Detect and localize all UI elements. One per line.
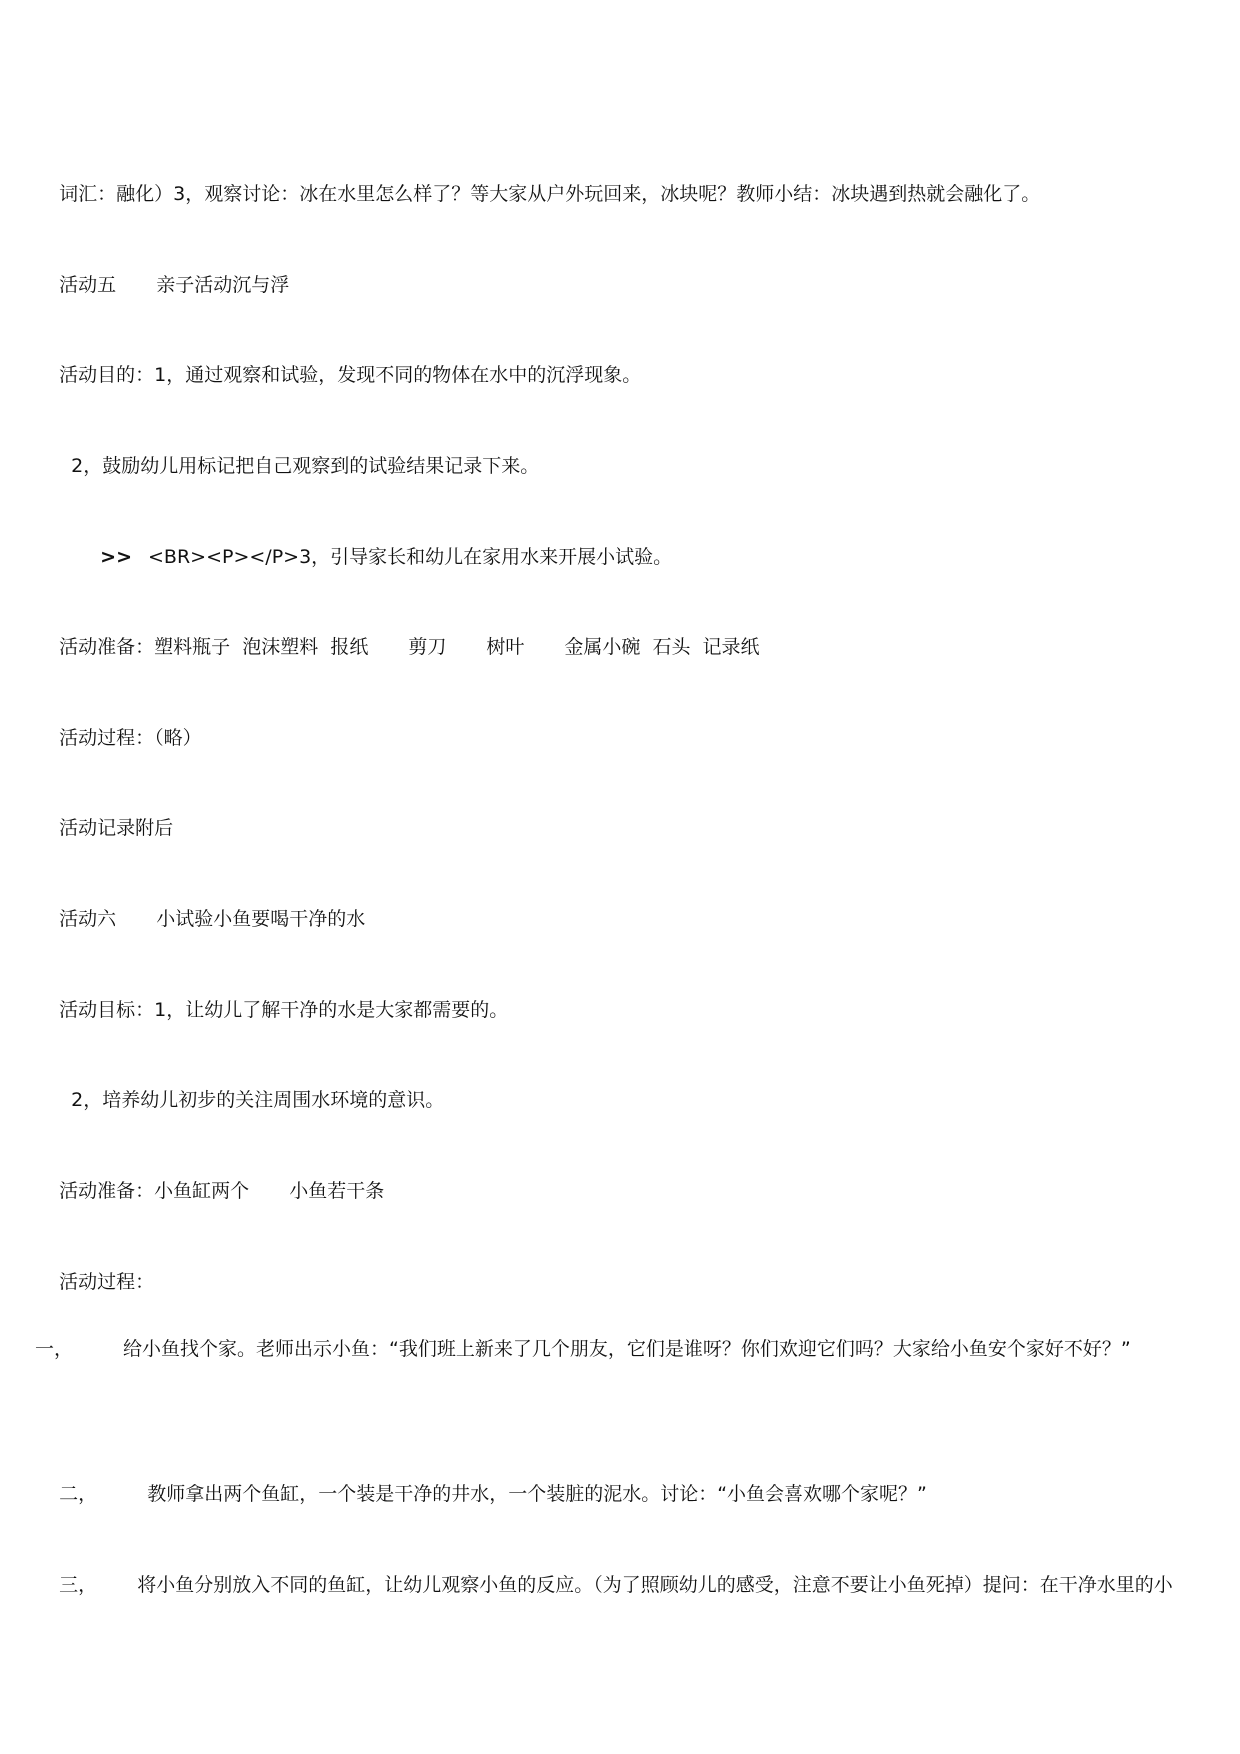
activity-number: 活动五 <box>59 273 117 296</box>
activity-six-goal-1 <box>35 976 508 1044</box>
materials-part-1: 活动准备：小鱼缸两个 <box>59 1179 250 1202</box>
materials-part-1: 活动准备：塑料瓶子 泡沫塑料 报纸 <box>59 635 369 658</box>
step-text: 教师拿出两个鱼缸，一个装是干净的井水，一个装脏的泥水。讨论：“小鱼会喜欢哪个家呢？” <box>147 1482 927 1505</box>
materials-part-2: 剪刀 <box>408 635 447 658</box>
activity-five-goal-1 <box>35 341 641 409</box>
text: <BR><P></P>3，引导家长和幼儿在家用水来开展小试验。 <box>148 545 673 568</box>
activity-five-materials <box>35 613 760 681</box>
activity-five-record <box>35 794 173 862</box>
activity-title: 亲子活动沉与浮 <box>156 273 290 296</box>
text: 活动目的：1，通过观察和试验，发现不同的物体在水中的沉浮现象。 <box>59 363 642 386</box>
step-text: 给小鱼找个家。老师出示小鱼：“我们班上新来了几个朋友，它们是谁呀？你们欢迎它们吗？大家给小鱼安个家好不好？” <box>123 1338 1131 1360</box>
activity-title: 小试验小鱼要喝干净的水 <box>156 907 366 930</box>
chevrons: >> <box>100 545 133 568</box>
activity-five-process <box>35 704 202 772</box>
text: 活动记录附后 <box>59 816 174 839</box>
process-step-3 <box>35 1551 1173 1619</box>
text: 2，鼓励幼儿用标记把自己观察到的试验结果记录下来。 <box>71 454 540 477</box>
text: 活动过程： <box>59 1270 155 1293</box>
text: 词汇：融化）3，观察讨论：冰在水里怎么样了？等大家从户外玩回来，冰块呢？教师小结：冰块遇到热就会融化了。 <box>59 182 1041 205</box>
process-step-2 <box>35 1460 927 1528</box>
text: 活动目标：1，让幼儿了解干净的水是大家都需要的。 <box>59 998 509 1021</box>
activity-number: 活动六 <box>59 907 117 930</box>
activity-five-goal-2 <box>47 432 539 500</box>
text: 活动过程：（略） <box>59 726 202 749</box>
step-number: 三， <box>59 1573 98 1596</box>
materials-part-2: 小鱼若干条 <box>289 1179 385 1202</box>
step-text: 将小鱼分别放入不同的鱼缸，让幼儿观察小鱼的反应。（为了照顾幼儿的感受，注意不要让小鱼死掉）提问：在干净水里的小 <box>137 1573 1173 1596</box>
step-number: 一， <box>35 1338 74 1360</box>
materials-part-3: 树叶 <box>486 635 525 658</box>
materials-part-4: 金属小碗 石头 记录纸 <box>564 635 760 658</box>
activity-five-goal-3 <box>76 523 672 591</box>
process-step-1 <box>35 1326 1205 1372</box>
step-number: 二， <box>59 1482 98 1505</box>
activity-six-materials <box>35 1157 384 1225</box>
activity-six-process-heading <box>35 1248 154 1316</box>
text: 2，培养幼儿初步的关注周围水环境的意识。 <box>71 1088 445 1111</box>
activity-six-goal-2 <box>47 1066 444 1134</box>
paragraph-vocabulary-melting <box>35 160 1040 228</box>
activity-five-heading <box>35 251 289 319</box>
activity-six-heading <box>35 885 365 953</box>
